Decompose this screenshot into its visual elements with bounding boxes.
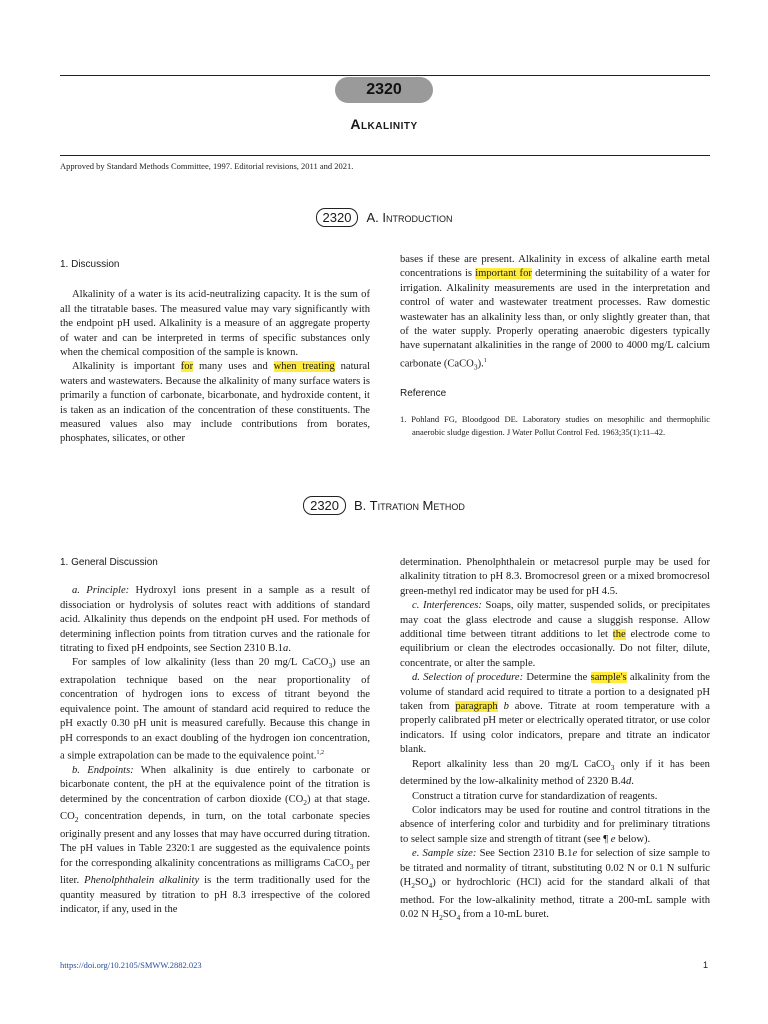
text-span: .: [631, 776, 634, 788]
doi-link[interactable]: https://doi.org/10.2105/SMWW.2882.023: [60, 960, 202, 970]
section-a-heading: [0, 208, 768, 227]
reference-item: 1. Pohland FG, Bloodgood DE. Laboratory studies on mesophilic and thermophilic anaerobic sludge digestion. J Water Pollut Control Fed. 1963;35(1):11–42.: [400, 414, 710, 438]
text-span: ) at that stage. CO: [60, 793, 371, 823]
highlight: the: [612, 629, 626, 641]
paragraph: [400, 599, 710, 671]
section-b-heading: [0, 496, 768, 515]
text-span: per liter.: [60, 857, 370, 887]
highlight: sample's: [590, 672, 627, 684]
text-span: alkalinity from the volume of standard acid required to titrate a portion to a designated pH taken from: [400, 672, 710, 713]
text-span: SO: [442, 908, 457, 920]
text-span: When alkalinity is due entirely to carbonate or bicarbonate content, the pH at the equivalence point of the titration is determined by the concentration of carbon dioxide (CO: [60, 764, 370, 805]
paragraph: [400, 671, 710, 757]
text-span: Report alkalinity less than 20 mg/L CaCO: [412, 758, 611, 770]
text-span: for selection of size sample to be titrated and normality of titrant, substituting 0.02 N or 0.1 N sulfuric (H: [400, 848, 710, 889]
text-span: c. Interferences:: [412, 600, 482, 612]
paragraph: [60, 764, 370, 917]
paragraph: determination. Phenolphthalein or metacresol purple may be used for alkalinity titration to pH 8.3. Bromocresol green or a mixed bromocresol green-methyl red indicator may be used for pH 4.5.: [400, 557, 710, 597]
text-span: a: [283, 643, 289, 655]
text-span: above. Titrate at room temperature with a properly calibrated pH meter or electrically operated titrator, or use color indicators. If using color indicators, prepare and titrate an indicator blank.: [400, 701, 710, 756]
text-span: See Section 2310 B.1: [476, 848, 573, 860]
text-span: 3: [328, 661, 333, 671]
text-span: b: [497, 701, 509, 713]
text-span: Alkalinity is important: [72, 361, 181, 373]
top-rule: [60, 75, 710, 76]
text-span: Color indicators may be used for routine and control titrations in the absence of interfering color and turbidity and for preliminary titrations to select sample size and strength of titrant (see ¶: [400, 805, 710, 845]
approval-note: Approved by Standard Methods Committee, 1997. Editorial revisions, 2011 and 2021.: [60, 161, 354, 171]
text-span: 3: [610, 762, 615, 772]
text-span: ).: [477, 358, 484, 370]
text-span: bases if these are present. Alkalinity in excess of alkaline earth metal concentrations is: [400, 254, 710, 280]
text-span: Soaps, oily matter, suspended solids, or precipitates may coat the glass electrode and cause a sluggish response. Allow additional time between titrant additions to let: [400, 600, 710, 641]
section-b-right-column: [400, 556, 710, 925]
paragraph: [400, 253, 710, 375]
section-a-title: A. Introduction: [366, 210, 453, 225]
text-span: SO: [414, 877, 429, 889]
text-span: e. Sample size:: [412, 848, 477, 860]
page-number: 1: [703, 960, 709, 970]
text-span: e: [610, 833, 616, 845]
section-b-title: B. Titration Method: [354, 498, 465, 513]
text-span: e: [572, 848, 578, 860]
general-discussion-heading: 1. General Discussion: [60, 557, 158, 568]
text-span: 3: [473, 362, 478, 372]
text-span: electrode come to equilibrium or clean the electrodes occasionally. Do not filter, dilute, concentrate, or alter the sample.: [400, 629, 710, 669]
text-span: 2: [411, 881, 415, 891]
text-span: ) use an extrapolation technique based on the near proportionality of concentration of hydrogen ions to excess of titrant beyond the equivalence point. The amount of standard acid required to reduce the pH exactly 0.30 pH unit is measured carefully. Because this change in pH corresponds to an exact doubling of the hydrogen ion concentration, a simple extrapolation can be made to the equivalence point.: [60, 657, 370, 762]
highlight: for: [180, 361, 194, 373]
document-title: Alkalinity: [350, 116, 418, 132]
paragraph: [60, 584, 370, 656]
text-span: concentration depends, in turn, on the total carbonate species originally present and any losses that may have occurred during titration. The pH values in Table 2320:1 are suggested as the equivalence points for the corresponding alkalinity concentrations as milligrams CaCO: [60, 811, 370, 869]
section-a-right-column: [400, 253, 710, 439]
text-span: below).: [615, 833, 651, 845]
paragraph: [400, 758, 710, 790]
section-a-number: 2320: [316, 208, 359, 227]
highlight: important for: [475, 268, 532, 280]
text-span: .: [288, 643, 291, 655]
section-b-number: 2320: [303, 496, 346, 515]
text-span: 1,2: [316, 749, 325, 756]
text-span: 4: [456, 913, 461, 923]
paragraph: Construct a titration curve for standardization of reagents.: [412, 790, 658, 802]
text-span: d. Selection of procedure:: [412, 672, 524, 684]
highlight: when treating: [273, 361, 335, 373]
text-span: d: [625, 776, 632, 788]
text-span: 2: [439, 913, 443, 923]
header-rule: [60, 155, 710, 156]
reference-heading: Reference: [400, 387, 447, 399]
text-span: b. Endpoints:: [72, 764, 134, 776]
text-span: only if it has been determined by the low-alkalinity method of 2320 B.4: [400, 758, 710, 788]
text-span: from a 10-mL buret.: [460, 908, 549, 920]
text-span: is the term traditionally used for the quantity measured by titration to pH 8.3 irrespective of the colored indicator, if any, used in the: [60, 875, 371, 915]
text-span: a. Principle:: [72, 585, 130, 597]
paragraph: Alkalinity of a water is its acid-neutralizing capacity. It is the sum of all the titratable bases. The measured value may vary significantly with the endpoint pH used. Alkalinity is a measure of an aggregate property of water and can be interpreted in terms of specific substances only when the chemical composition of the sample is known.: [60, 289, 370, 359]
paragraph: [400, 847, 710, 925]
section-a-left-column: [60, 258, 370, 447]
section-number-badge: 2320: [335, 77, 433, 103]
text-span: ) or hydrochloric (HCl) acid for the standard alkali of that method. For the low-alkalinity method, titrate a 200-mL sample with 0.02 N H: [400, 877, 710, 920]
discussion-heading: 1. Discussion: [60, 259, 120, 270]
text-span: Determine the: [523, 672, 591, 684]
section-b-left-column: [60, 556, 370, 917]
paragraph: [400, 804, 710, 847]
highlight: paragraph: [455, 701, 498, 713]
text-span: 4: [428, 881, 433, 891]
text-span: 1: [483, 357, 487, 364]
text-span: Phenolphthalein alkalinity: [84, 875, 200, 887]
text-span: determining the suitability of a water for irrigation. Alkalinity measurements are used in the interpretation and control of water and wastewater treatment processes. Raw domestic wastewater has an alkalinity less than, or only slightly greater than, that of the water supply. Properly operating anaerobic digesters typically have supernatant alkalinities in the range of 2000 to 4000 mg/L calcium carbonate (CaCO: [400, 268, 710, 370]
text-span: For samples of low alkalinity (less than 20 mg/L CaCO: [72, 657, 329, 669]
paragraph: [60, 360, 370, 446]
text-span: 3: [349, 861, 354, 871]
text-span: natural waters and wastewaters. Because the alkalinity of many surface waters is primarily a function of carbonate, bicarbonate, and hydroxide content, it is taken as an indication of the concentration of these constituents. The measured values also may include contributions from borates, phosphates, silicates, or other: [60, 361, 371, 445]
text-span: many uses and: [193, 361, 274, 373]
text-span: 2: [303, 797, 308, 807]
text-span: Hydroxyl ions present in a sample as a result of dissociation or hydrolysis of solutes react with additions of standard acid. Alkalinity thus depends on the endpoint pH used. For methods of determining inflection points from titration curves and the rationale for titrating to fixed pH endpoints, see Section 2310 B.1: [60, 585, 371, 655]
paragraph: [60, 656, 370, 763]
text-span: 2: [74, 815, 79, 825]
